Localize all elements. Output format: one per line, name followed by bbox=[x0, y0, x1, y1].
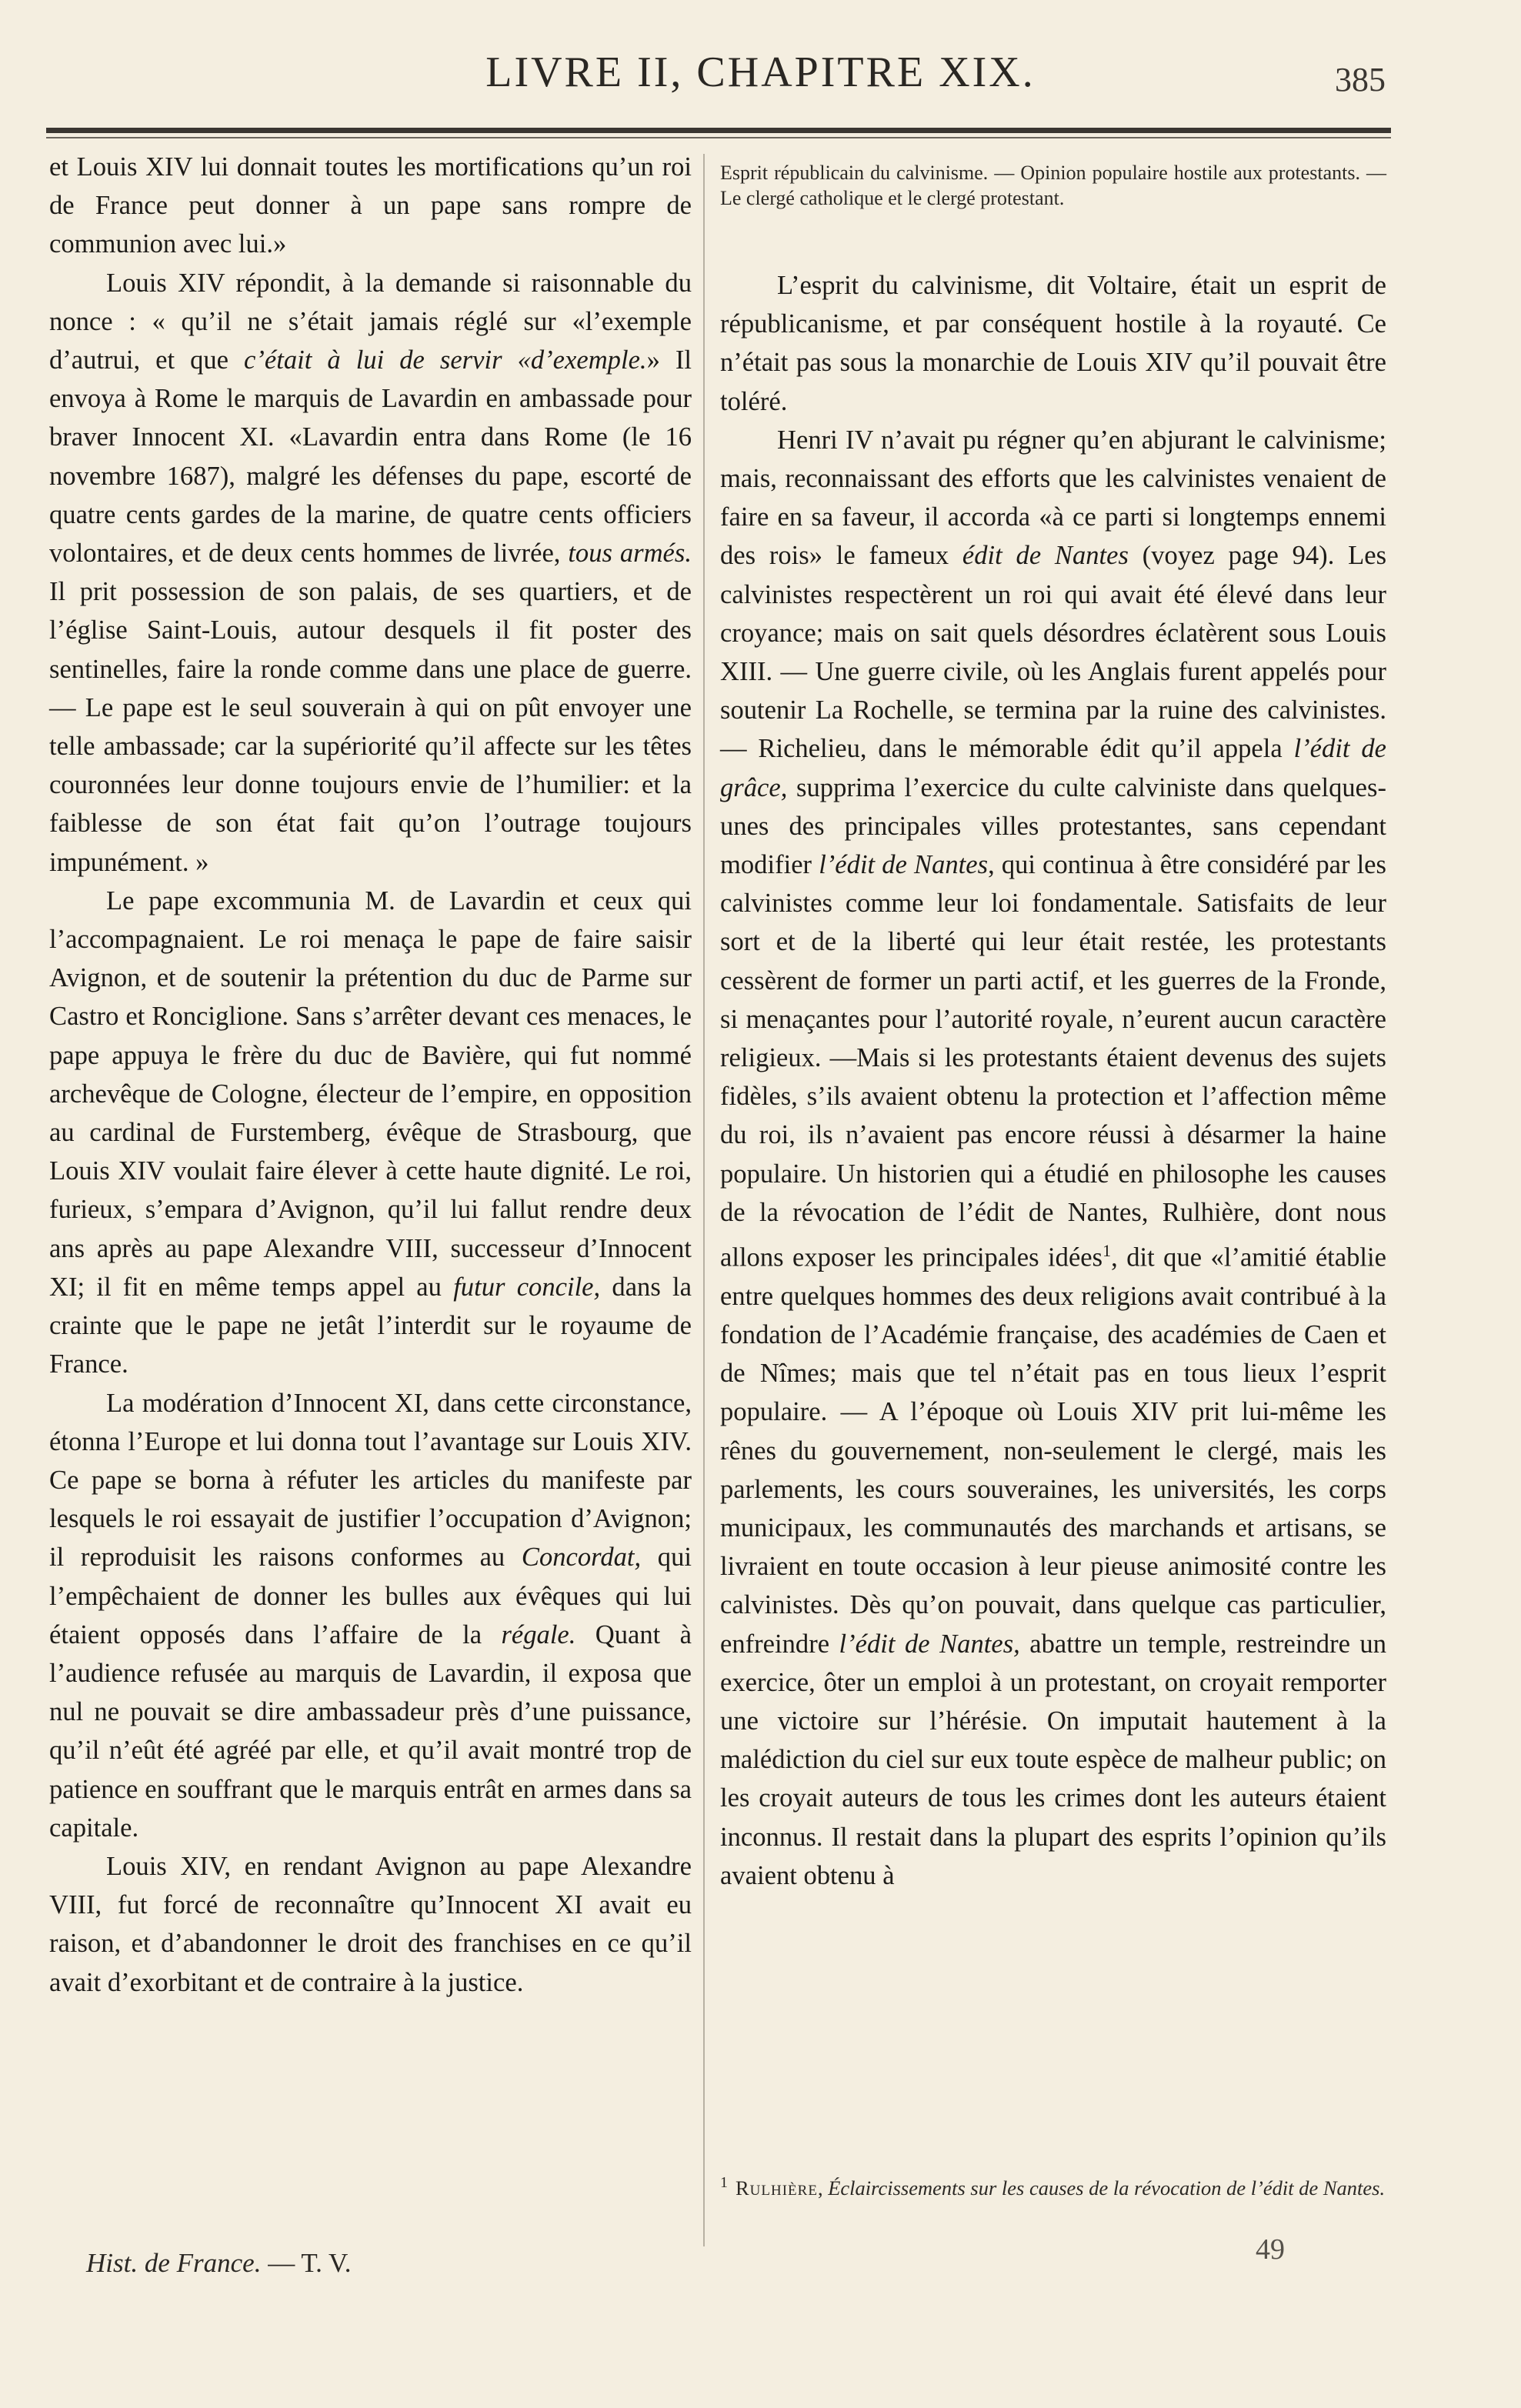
text-run: dans la crainte que le pape ne jetât l’interdit sur le royaume de France. bbox=[49, 1272, 692, 1379]
text-run: Quant à l’audience refusée au marquis de Lavardin, il exposa que nul ne pouvait se dire ambassadeur près d’une puissance, qu’il n’eût été agréé par elle, et qu’il avait montré trop de patience en souffrant que le marquis entrât en armes dans sa capitale. bbox=[49, 1619, 692, 1843]
paragraph-excommunication bbox=[49, 882, 692, 1384]
paragraph-voltaire: L’esprit du calvinisme, dit Voltaire, était un esprit de républicanisme, et par conséquent hostile à la royauté. Ce n’était pas sous la monarchie de Louis XIV qu’il pouvait être toléré. bbox=[720, 271, 1386, 416]
footnote-separator: , bbox=[817, 2176, 829, 2200]
paragraph-moderation bbox=[49, 1384, 692, 1847]
header-rule-thin bbox=[46, 137, 1391, 138]
footnote bbox=[720, 2170, 1386, 2201]
paragraph-henri-iv bbox=[720, 421, 1386, 1895]
header-rule-thick bbox=[46, 128, 1391, 133]
paragraph-avignon-return: Louis XIV, en rendant Avignon au pape Alexandre VIII, fut forcé de reconnaître qu’Innocent XI avait eu raison, et d’abandonner le droit des franchises en ce qu’il avait d’exorbitant et de contraire à la justice. bbox=[49, 1851, 692, 1997]
footnote-mark: 1 bbox=[720, 2174, 728, 2191]
footnote-reference: 1 bbox=[1102, 1241, 1112, 1261]
column-divider bbox=[703, 154, 705, 2246]
page-header-title: LIVRE II, CHAPITRE XIX. bbox=[485, 48, 1036, 96]
text-run: Il prit possession de son palais, de ses quartiers, et de l’église Saint-Louis, autour desquels il fit poster des sentinelles, faire la ronde comme dans une place de guerre. — Le pape est le seul souverain à qui on pût envoyer une telle ambassade; car la supériorité qu’il affecte sur les têtes couronnées leur donne toujours envie de l’humilier: et la faiblesse de son état fait qu’on l’outrage toujours impunément. » bbox=[49, 577, 692, 877]
text-run: La modération d’Innocent XI, dans cette circonstance, étonna l’Europe et lui donna tout l’avantage sur Louis XIV. Ce pape se borna à réfuter les articles du manifeste par lesquels le roi essayait de justifier l’occupation d’Avignon; il reproduisit les raisons conformes au bbox=[49, 1388, 692, 1573]
paragraph-louis-reply bbox=[49, 264, 692, 882]
text-run: (voyez page 94). Les calvinistes respectèrent un roi qui avait été élevé dans leur croyance; mais on sait quels désordres éclatèrent sous Louis XIII. — Une guerre civile, où les Anglais furent appelés pour soutenir La Rochelle, se termina par la ruine des calvinistes.— Richelieu, dans le mémorable édit qu’il appela bbox=[720, 541, 1387, 764]
right-column bbox=[720, 266, 1386, 1895]
italic-run: tous armés. bbox=[568, 539, 692, 569]
source-note-volume: — T. V. bbox=[261, 2248, 352, 2278]
sheet-signature: 49 bbox=[1256, 2233, 1285, 2266]
footnote-title: Éclaircissements sur les causes de la révocation de l’édit de Nantes. bbox=[828, 2176, 1386, 2200]
italic-run: l’édit de grâce, bbox=[720, 734, 1386, 802]
text-run: abattre un temple, restreindre un exercice, ôter un emploi à un protestant, on croyait remporter une victoire sur l’hérésie. On imputait hautement à la malédiction du ciel sur eux toute espèce de malheur public; on les croyait auteurs de tous les crimes dont les auteurs étaient inconnus. Il restait dans la plupart des esprits l’opinion qu’ils avaient obtenu à bbox=[720, 1629, 1386, 1890]
text-run: » Il envoya à Rome le marquis de Lavardin en ambassade pour braver Innocent XI. «Lavardin entra dans Rome (le 16 novembre 1687), malgré les défenses du pape, escorté de quatre cents gardes de la marine, de quatre cents officiers volontaires, et de deux cents hommes de livrée, bbox=[49, 345, 692, 569]
source-note-title: Hist. de France. bbox=[86, 2248, 262, 2278]
paragraph-continuation: et Louis XIV lui donnait toutes les mortifications qu’un roi de France peut donner à un pape sans rompre de communion avec lui.» bbox=[49, 152, 692, 259]
page-number: 385 bbox=[1335, 61, 1386, 98]
text-run: qui l’empêchaient de donner les bulles aux évêques qui lui étaient opposés dans l’affaire de la bbox=[49, 1543, 692, 1649]
footnote-author: Rulhière bbox=[735, 2176, 818, 2200]
text-run: Le pape excommunia M. de Lavardin et ceux qui l’accompagnaient. Le roi menaça le pape de faire saisir Avignon, et de soutenir la prétention du duc de Parme sur Castro et Ronciglione. Sans s’arrêter devant ces menaces, le pape appuya le frère du duc de Bavière, qui fut nommé archevêque de Cologne, électeur de l’empire, en opposition au cardinal de Furstemberg, évêque de Strasbourg, que Louis XIV voulait faire élever à cette haute dignité. Le roi, furieux, s’empara d’Avignon, qu’il lui fallut rendre deux ans après au pape Alexandre VIII, successeur d’Innocent XI; il fit en même temps appel au bbox=[49, 885, 692, 1302]
italic-run: édit de Nantes bbox=[962, 541, 1129, 571]
text-run: , qui continua à être considéré par les calvinistes comme leur loi fondamentale. Satisfaits de leur sort et de la liberté qui leur était restée, les protestants cessèrent de former un parti actif, et les guerres de la Fronde, si menaçantes pour l’autorité royale, n’eurent aucun caractère religieux. —Mais si les protestants étaient devenus des sujets fidèles, s’ils avaient obtenu la protection et l’affection même du roi, ils n’avaient pas encore réussi à désarmer la haine populaire. Un historien qui a étudié en philosophe les causes de la révocation de l’édit de Nantes, Rulhière, dont nous allons exposer les principales idées bbox=[720, 850, 1386, 1272]
text-run: Henri IV n’avait pu régner qu’en abjurant le calvinisme; mais, reconnaissant des efforts que les calvinistes venaient de faire en sa faveur, il accorda «à ce parti si longtemps ennemi des rois» le fameux bbox=[720, 425, 1386, 571]
italic-run: Concordat, bbox=[521, 1543, 642, 1573]
italic-run: régale. bbox=[501, 1619, 576, 1649]
text-run: Louis XIV répondit, à la demande si raisonnable du nonce : « qu’il ne s’était jamais réglé sur «l’exemple d’autrui, et que bbox=[49, 268, 692, 375]
text-run: supprima l’exercice du culte calviniste dans quelques-unes des principales villes protestantes, sans cependant modifier bbox=[720, 772, 1386, 880]
italic-run: l’édit de Nantes bbox=[819, 850, 989, 880]
italic-run: futur concile, bbox=[453, 1272, 601, 1302]
italic-run: c’était à lui de servir «d’exemple. bbox=[244, 345, 647, 375]
chapter-summary: Esprit républicain du calvinisme. — Opinion populaire hostile aux protestants. — Le clergé catholique et le clergé protestant. bbox=[720, 162, 1386, 209]
left-column bbox=[49, 148, 692, 2002]
text-run: , dit que «l’amitié établie entre quelques hommes des deux religions avait contribué à la fondation de l’Académie française, des académies de Caen et de Nîmes; mais que tel n’était pas en tous lieux l’esprit populaire. — A l’époque où Louis XIV prit lui-même les rênes du gouvernement, non-seulement le clergé, mais les parlements, les cours souveraines, les universités, les corps municipaux, les communautés des marchands et artisans, se livraient en toute occasion à leur pieuse animosité contre les calvinistes. Dès qu’on pouvait, dans quelque cas particulier, enfreindre bbox=[720, 1242, 1386, 1659]
italic-run: l’édit de Nantes, bbox=[839, 1629, 1020, 1659]
source-note bbox=[86, 2248, 351, 2279]
